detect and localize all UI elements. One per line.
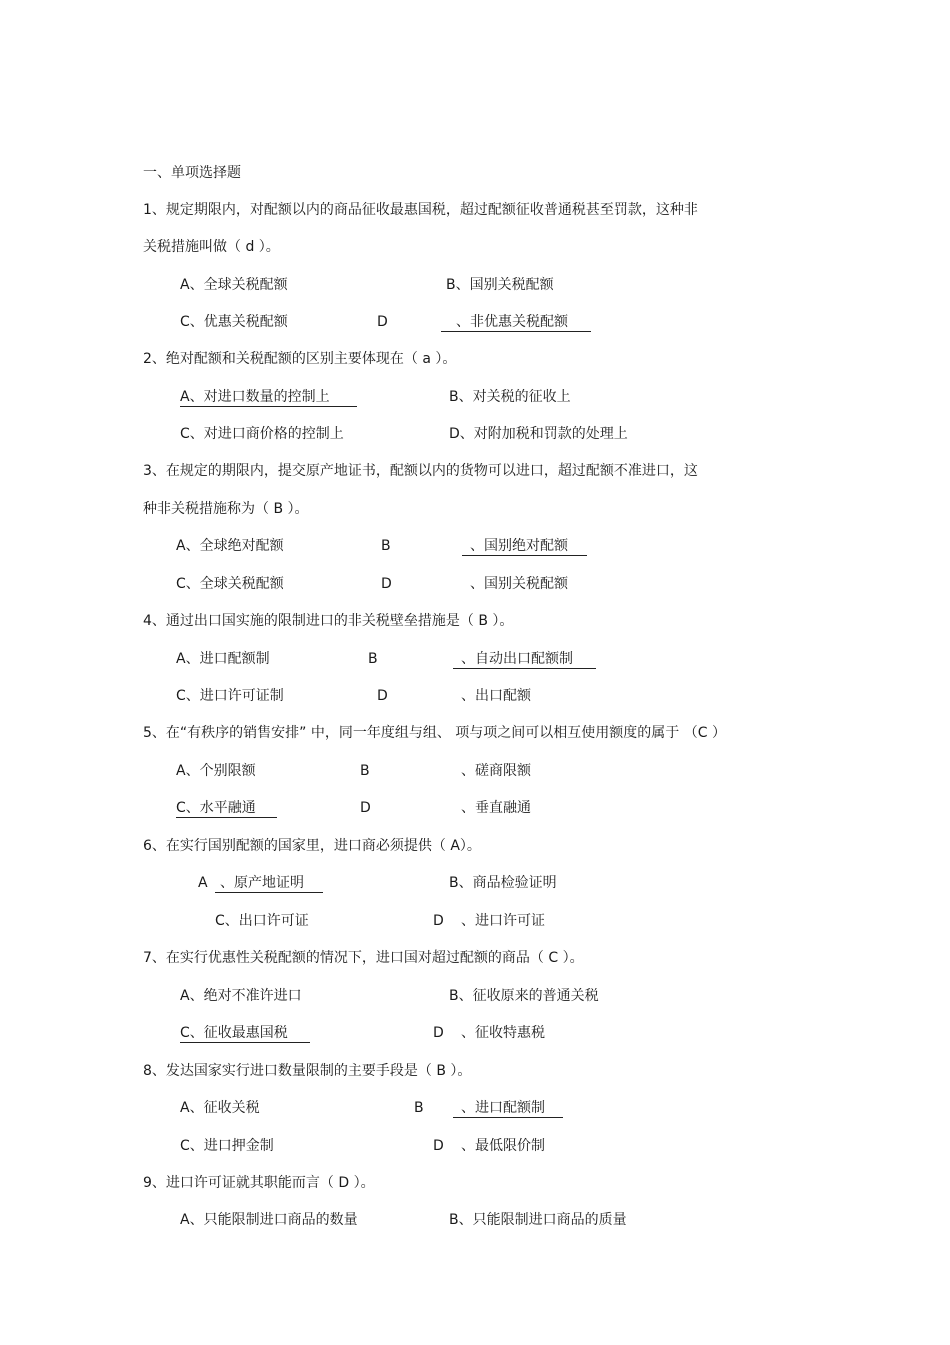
question-1-text-cont: 关税措施叫做（ d ）。 (143, 239, 280, 255)
q6-option-d-letter: D (433, 913, 444, 929)
question-3-text-cont: 种非关税措施称为（ B ）。 (143, 501, 309, 517)
q3-option-c: C、全球关税配额 (176, 576, 284, 592)
q6-option-a: 、原产地证明 (220, 875, 304, 891)
q4-option-a: A、进口配额制 (176, 651, 270, 667)
answer-underline (441, 331, 591, 332)
q3-option-b: 、国别绝对配额 (470, 538, 568, 554)
q5-option-d-letter: D (360, 800, 371, 816)
q5-option-b: 、磋商限额 (461, 763, 531, 779)
q8-option-c: C、进口押金制 (180, 1138, 274, 1154)
q9-option-a: A、只能限制进口商品的数量 (180, 1212, 358, 1228)
q8-option-a: A、征收关税 (180, 1100, 260, 1116)
q7-option-b: B、征收原来的普通关税 (449, 988, 599, 1004)
q4-option-c: C、进口许可证制 (176, 688, 284, 704)
q5-option-c: C、水平融通 (176, 800, 256, 816)
q3-option-a: A、全球绝对配额 (176, 538, 284, 554)
q6-option-b: B、商品检验证明 (449, 875, 557, 891)
question-7-text: 7、在实行优惠性关税配额的情况下，进口国对超过配额的商品（ C ）。 (143, 950, 584, 966)
q6-option-c: C、出口许可证 (215, 913, 309, 929)
q8-option-b-letter: B (414, 1100, 424, 1116)
q5-option-b-letter: B (360, 763, 370, 779)
question-2-text: 2、绝对配额和关税配额的区别主要体现在（ a ）。 (143, 351, 457, 367)
answer-underline (453, 668, 596, 669)
question-8-text: 8、发达国家实行进口数量限制的主要手段是（ B ）。 (143, 1063, 472, 1079)
q7-option-d: 、征收特惠税 (461, 1025, 545, 1041)
answer-underline (215, 892, 323, 893)
q9-option-b: B、只能限制进口商品的质量 (449, 1212, 627, 1228)
q7-option-c: C、征收最惠国税 (180, 1025, 288, 1041)
question-6-text: 6、在实行国别配额的国家里，进口商必须提供（ A）。 (143, 838, 481, 854)
q6-option-d: 、进口许可证 (461, 913, 545, 929)
question-5-text: 5、在“有秩序的销售安排” 中，同一年度组与组、 项与项之间可以相互使用额度的属于 （C ） (143, 725, 726, 741)
q4-option-d-letter: D (377, 688, 388, 704)
q4-option-d: 、出口配额 (461, 688, 531, 704)
q8-option-d-letter: D (433, 1138, 444, 1154)
q5-option-a: A、个别限额 (176, 763, 256, 779)
q3-option-b-letter: B (381, 538, 391, 554)
q2-option-c: C、对进口商价格的控制上 (180, 426, 344, 442)
q7-option-d-letter: D (433, 1025, 444, 1041)
answer-underline (180, 1042, 310, 1043)
q3-option-d-letter: D (381, 576, 392, 592)
q6-option-a-letter: A (198, 875, 208, 891)
q7-option-a: A、绝对不准许进口 (180, 988, 302, 1004)
answer-underline (176, 817, 277, 818)
q8-option-b: 、进口配额制 (461, 1100, 545, 1116)
answer-underline (180, 406, 357, 407)
question-1-text: 1、规定期限内，对配额以内的商品征收最惠国税，超过配额征收普通税甚至罚款，这种非 (143, 202, 698, 218)
q1-option-d: 、非优惠关税配额 (456, 314, 568, 330)
section-title: 一、单项选择题 (143, 165, 241, 181)
q2-option-d: D、对附加税和罚款的处理上 (449, 426, 628, 442)
q4-option-b: 、自动出口配额制 (461, 651, 573, 667)
question-3-text: 3、在规定的期限内，提交原产地证书，配额以内的货物可以进口，超过配额不准进口，这 (143, 463, 698, 479)
q1-option-d-letter: D (377, 314, 388, 330)
question-9-text: 9、进口许可证就其职能而言（ D ）。 (143, 1175, 375, 1191)
q1-option-b: B、国别关税配额 (446, 277, 554, 293)
answer-underline (462, 555, 587, 556)
q2-option-b: B、对关税的征收上 (449, 389, 571, 405)
q1-option-a: A、全球关税配额 (180, 277, 288, 293)
q3-option-d: 、国别关税配额 (470, 576, 568, 592)
q5-option-d: 、垂直融通 (461, 800, 531, 816)
q4-option-b-letter: B (368, 651, 378, 667)
question-4-text: 4、通过出口国实施的限制进口的非关税壁垒措施是（ B ）。 (143, 613, 514, 629)
q2-option-a: A、对进口数量的控制上 (180, 389, 330, 405)
q1-option-c: C、优惠关税配额 (180, 314, 288, 330)
q8-option-d: 、最低限价制 (461, 1138, 545, 1154)
answer-underline (453, 1117, 563, 1118)
